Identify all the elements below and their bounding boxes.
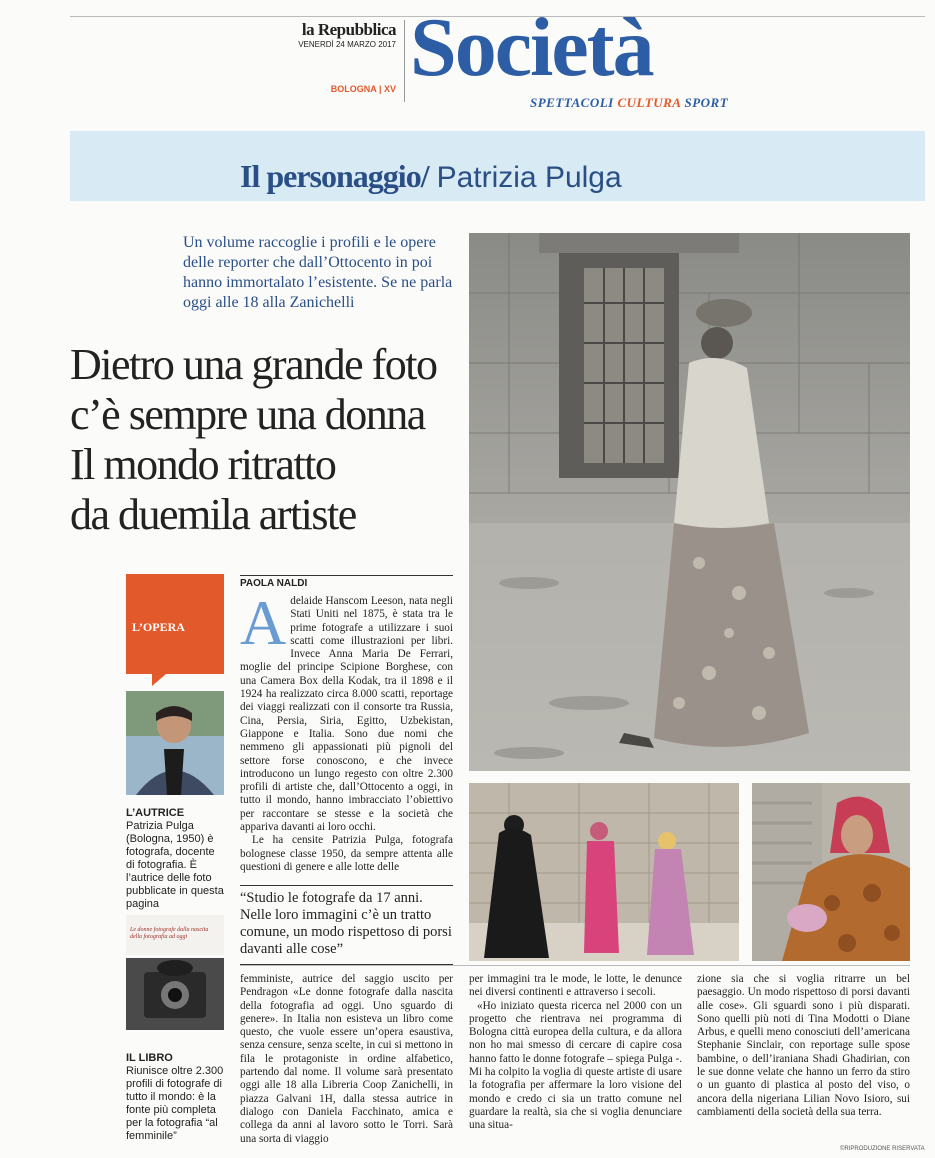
newspaper-name: la Repubblica	[301, 20, 396, 39]
book-heading: IL LIBRO	[126, 1052, 173, 1064]
edition-city: BOLOGNA	[330, 84, 377, 94]
dropcap: A	[240, 587, 287, 658]
opera-box-tail	[152, 674, 166, 686]
article-column-2: femministe, autrice del saggio uscito per Pendragon «Le donne fotografe dalla nascita della fotografia ad oggi. Uno sguardo di genere». In Italia non esisteva un libro come questo, che vuole essere un’opera esaustiva, senza censure, senza scelte, in cui si mettono in fila le protagoniste in ordine alfabetico, partendo dal nome. Il volume sarà presentato oggi alle 18 alla Libreria Coop Zanichelli, in piazza Galvani 1H, dalla stessa autrice in dialogo con Daniela Facchinato, amica e collega da anni al lavoro sotto le Torri. Sarà una sorta di viaggio	[240, 973, 453, 1145]
column-rule	[240, 965, 910, 966]
col1b-text: Le ha censite Patrizia Pulga, fotografa bolognese classe 1950, da sempre attenta alle questioni di genere e alle lotte delle	[240, 834, 453, 873]
col3a-text: per immagini tra le mode, le lotte, le denunce nei diversi continenti e attraverso i secoli.	[469, 973, 682, 999]
author-text: Patrizia Pulga (Bologna, 1950) è fotografa, docente di fotografia. È l’autrice delle foto pubblicate in questa pagina	[126, 820, 224, 910]
issue-date: VENERDÌ 24 MARZO 2017	[298, 40, 396, 49]
col3b-text: «Ho iniziato questa ricerca nel 2000 con un progetto che rientrava nei programma di Bologna città europea della cultura, e da allora non ho mai smesso di cercare di capire cosa hanno fatto le donne fotografe – spiega Pulga -. Mi ha colpito la voglia di queste artiste di usare la fotografia per affermare la loro visione del mondo e credo ci sia un tratto comune nel guardare la realtà, sia che si voglia denunciare una situa-	[469, 999, 682, 1132]
kicker-label: Il personaggio/	[240, 158, 429, 194]
headline-line: Il mondo ritratto	[70, 440, 336, 489]
page-number: XV	[383, 84, 396, 94]
article-column-1	[240, 587, 453, 874]
kicker-name: Patrizia Pulga	[436, 161, 622, 194]
masthead-divider	[404, 20, 405, 102]
standfirst: Un volume raccoglie i profili e le opere delle reporter che dall’Ottocento in poi hanno immortalato l’esistente. Se ne parla oggi alle 18 alla Zanichelli	[183, 234, 453, 311]
book-text: Riunisce oltre 2.300 profili di fotografe di tutto il mondo: è la fonte più completa per la fotografia “al femminile”	[126, 1065, 224, 1142]
subsection-cultura: CULTURA	[617, 95, 681, 110]
edition-label: BOLOGNA | XV	[330, 84, 396, 94]
pull-quote: “Studio le fotografe da 17 anni. Nelle loro immagini c’è un tratto comune, un modo rispettoso di porsi davanti alle cose”	[240, 885, 453, 965]
subsection-spettacoli: SPETTACOLI	[530, 95, 614, 110]
copyright-notice: ©RIPRODUZIONE RISERVATA	[840, 1146, 925, 1152]
author-heading: L’AUTRICE	[126, 807, 185, 819]
opera-label: L’OPERA	[132, 620, 185, 634]
article-column-3	[469, 973, 682, 1133]
byline: PAOLA NALDI	[240, 575, 453, 589]
article-column-4: zione sia che si voglia ritrarre un bel paesaggio. Un modo rispettoso di porsi davanti alle cose». Gli sguardi sono i più disparati. Sono quelli più noti di Tina Modotti o Diane Arbus, e quelli meno conosciuti dell’americana Stephanie Sinclair, con reportage sulle spose bambine, o dell’iraniana Shadi Ghadirian, con le sue donne velate che hanno un ferro da stiro o un guanto di plastica al posto del viso, o ancora della nigeriana Lilian Novo Isioro, sui cambiamenti della società della sua terra.	[697, 973, 910, 1118]
book-cover-photo	[126, 958, 224, 1030]
subsection-sport: SPORT	[684, 95, 729, 110]
headline-line: c’è sempre una donna	[70, 390, 425, 439]
author-portrait	[126, 691, 224, 795]
main-photo	[469, 233, 910, 771]
col1-text: delaide Hanscom Leeson, nata negli Stati Uniti nel 1875, è stata tra le prime fotografe a utilizzare i suoi scatti come illustrazioni per libri. Invece Anna Maria De Ferrari, moglie del principe Scipione Borghese, con una Camera Box della Kodak, tra il 1898 e il 1924 ha realizzato circa 8.000 scatti, reportage dei viaggi realizzati con il consorte tra Russia, Cina, Persia, Siria, Egitto, Uzbekistan, Giappone e Italia. Sono due nomi che nemmeno gli appassionati più pignoli del settore forse conoscono, e che invece introducono un lungo regesto con oltre 2.300 profili di artiste che, dall’Ottocento a oggi, in tutto il mondo, hanno imbracciato l’obiettivo per raccontare se stesse e la società che appariva davanti ai loro occhi.	[240, 595, 453, 834]
section-title: Società	[410, 1, 653, 94]
portrait-photo	[752, 783, 910, 961]
subsections	[530, 95, 728, 111]
headline-line: Dietro una grande foto	[70, 340, 437, 389]
headline-line: da duemila artiste	[70, 490, 356, 539]
group-photo	[469, 783, 739, 961]
book-cover-title: Le donne fotografe dalla nascita della fotografia ad oggi	[130, 927, 209, 940]
kicker	[240, 158, 622, 195]
headline	[70, 340, 470, 540]
book-cover	[126, 915, 224, 955]
